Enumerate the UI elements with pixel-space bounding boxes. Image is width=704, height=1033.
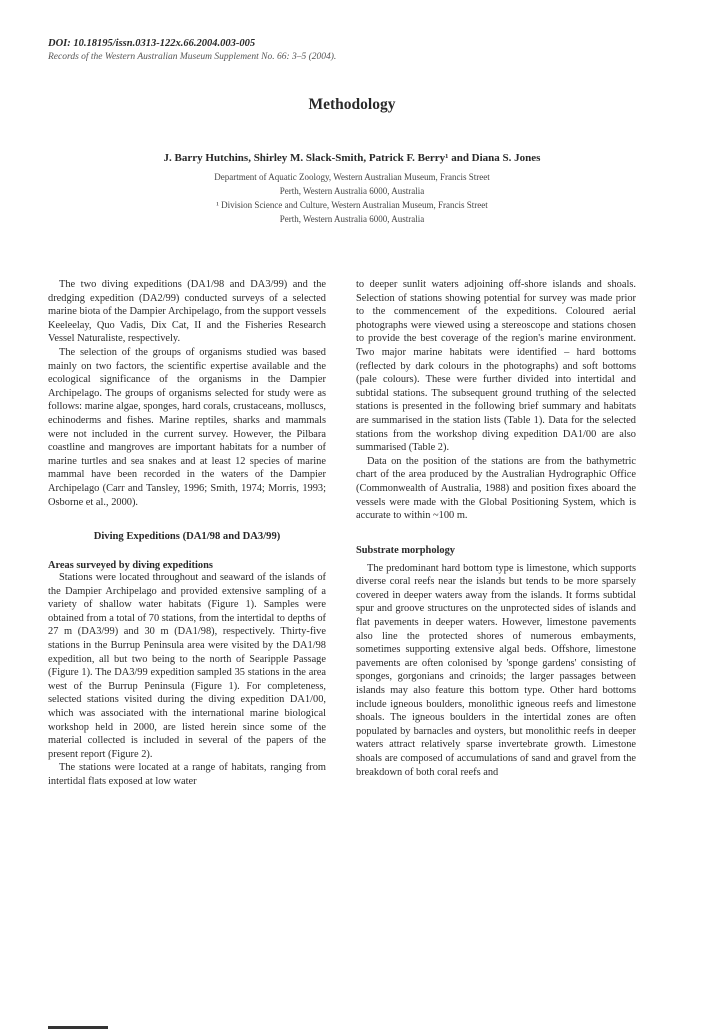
section-heading-diving: Diving Expeditions (DA1/98 and DA3/99) (93, 531, 281, 543)
right-column (356, 278, 636, 779)
affiliation-line-4: Perth, Western Australia 6000, Australia (279, 214, 425, 224)
author-list: J. Barry Hutchins, Shirley M. Slack-Smith, Patrick F. Berry¹ and Diana S. Jones (163, 152, 541, 164)
subheading-substrate-morphology: Substrate morphology (356, 544, 456, 556)
intro-paragraph-1: The two diving expeditions (DA1/98 and DA3/99) and the dredging expedition (DA2/99) conducted surveys of a selected marine biota of the Dampier Archipelago, from the support vessels Keeleelay, Quo Vadis, Dix Cat, II and the Fisheries Research Vessel Naturaliste, respectively. (48, 279, 326, 345)
continued-paragraph: to deeper sunlit waters adjoining off-shore islands and shoals. Selection of stations showing potential for survey was made prior to the commencement of the expeditions. Coloured aerial photographs were viewed using a stereoscope and stations chosen to provide the best coverage of the region's marine environment. Two major marine habitats were identified – hard bottoms (reflected by dark colours in the photographs) and soft bottoms (pale colours). These were further divided into intertidal and subtidal stations. The subsequent ground truthing of the selected stations is presented in the following brief summary and habitats are summarised in the station lists (Table 1). Data for the selected stations from the workshop diving expedition DA1/00 are also summarised (Table 2). (356, 279, 636, 454)
doi-line: DOI: 10.18195/issn.0313-122x.66.2004.003-005 (48, 38, 256, 49)
affiliation-line-3: ¹ Division Science and Culture, Western Australian Museum, Francis Street (216, 200, 488, 210)
affiliation-line-2: Perth, Western Australia 6000, Australia (279, 186, 425, 196)
intro-paragraph-2: The selection of the groups of organisms studied was based mainly on two factors, the scientific expertise available and the ecological significance of the organisms in the Dampier Archipelago. The groups of organisms selected for study were as follows: marine algae, sponges, hard corals, crustaceans, molluscs, echinoderms and fishes. Marine reptiles, sharks and mammals were not included in the current survey. However, the Pilbara coastline and mangroves are important habitats for a number of marine turtles and sea snakes and at least 12 species of marine mammal have been recorded in the waters of the Dampier Archipelago (Carr and Tansley, 1996; Smith, 1974; Morris, 1993; Osborne et al., 2000). (48, 346, 326, 508)
diving-paragraph-2: The stations were located at a range of habitats, ranging from intertidal flats exposed at low water (48, 762, 326, 787)
journal-citation: Records of the Western Australian Museum Supplement No. 66: 3–5 (2004). (48, 52, 337, 62)
subheading-areas-surveyed: Areas surveyed by diving expeditions (48, 560, 213, 572)
paper-title: Methodology (308, 96, 396, 113)
left-column (48, 278, 326, 789)
diving-paragraph-1: Stations were located throughout and seaward of the islands of the Dampier Archipelago and provided extensive sampling of a variety of shallow water habitats (Figure 1). Samples were obtained from a total of 70 stations, from the intertidal to depths of 27 m (DA3/99) and 30 m (DA1/98), respectively. Thirty-five stations in the Burrup Peninsula area were visited by the DA1/98 expedition, all but two being to the north of Searipple Passage (Figure 1). The DA3/99 expedition sampled 35 stations in the area west of the Burrup Peninsula (Figure 1). For completeness, selected stations visited during the diving expedition DA1/00, which was associated with the international marine biological workshop held in 2000, are listed herein since some of the material collected is included in several of the papers of the present report (Figure 2). (48, 572, 326, 760)
position-paragraph: Data on the position of the stations are from the bathymetric chart of the area produced by the Australian Hydrographic Office (Commonwealth of Australia, 1988) and position fixes aboard the vessels were made with the Global Positioning System, which is accurate to within ~100 m. (356, 455, 636, 522)
affiliation-line-1: Department of Aquatic Zoology, Western Australian Museum, Francis Street (214, 172, 490, 182)
substrate-paragraph: The predominant hard bottom type is limestone, which supports diverse coral reefs near the islands but tends to be more sparsely covered in deeper waters away from the islands. It forms subtidal spur and groove structures on the unprotected sides of islands and flat pavements in deeper waters. However, limestone pavements also line the protected shores of numerous embayments, sometimes supporting extensive algal beds. Offshore, limestone pavements are often colonised by 'sponge gardens' consisting of sponges, gorgonians and crinoids; the larger passages between islands may also feature this bottom type. Other hard bottoms include igneous boulders, monolithic igneous reefs and limestone shoals. The igneous boulders in the intertidal zones are often populated by barnacles and oysters, but monolithic reefs in deeper waters attract relatively sparse invertebrate growth. Limestone shoals are composed of accumulations of sand and gravel from the breakdown of both coral reefs and (356, 562, 636, 778)
page-footer-rule (48, 1026, 108, 1029)
